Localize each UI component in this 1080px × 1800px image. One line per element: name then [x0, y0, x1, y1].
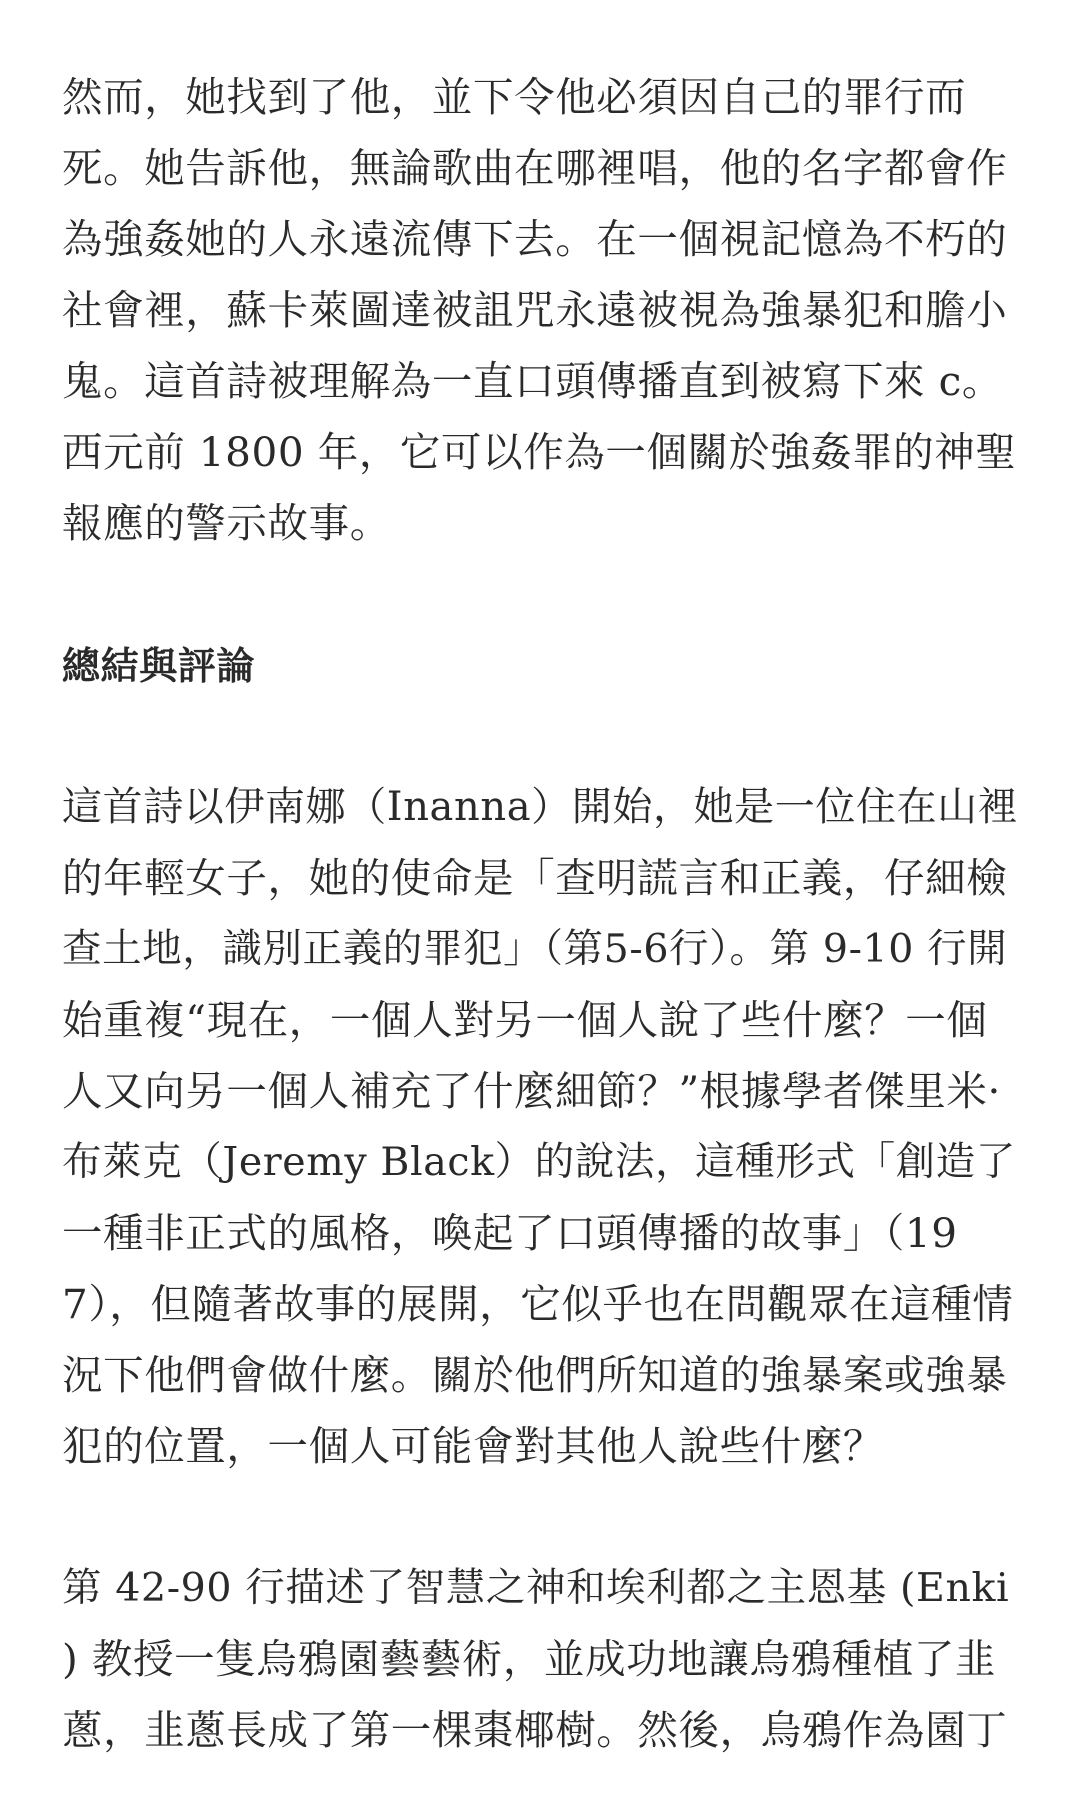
text-line: 鬼。這首詩被理解為一直口頭傳播直到被寫下來 c。 [62, 357, 1003, 405]
text-line: 況下他們會做什麼。關於他們所知道的強暴案或強暴 [62, 1351, 1008, 1399]
section-heading: 總結與評論 [62, 643, 256, 688]
text-line: 布萊克（Jeremy Black）的說法，這種形式「創造了 [62, 1139, 1016, 1185]
text-line: 西元前 1800 年，它可以作為一個關於強姦罪的神聖 [62, 428, 1017, 476]
text-line: 這首詩以伊南娜（Inanna）開始，她是一位住在山裡 [62, 784, 1019, 830]
paragraph-spacer [62, 559, 1032, 630]
paragraph-spacer [62, 701, 1032, 772]
paragraph-punishment [62, 62, 1032, 559]
text-line: 第 42-90 行描述了智慧之神和埃利都之主恩基 (Enki [62, 1565, 1010, 1611]
text-line: 人又向另一個人補充了什麼細節？”根據學者傑里米· [62, 1067, 1001, 1115]
text-line: 社會裡，蘇卡萊圖達被詛咒永遠被視為強暴犯和膽小 [62, 286, 1008, 334]
text-line: 死。她告訴他，無論歌曲在哪裡唱，他的名字都會作 [62, 144, 1008, 192]
text-line: 蔥，韭蔥長成了第一棵棗椰樹。然後，烏鴉作為園丁 [62, 1706, 1008, 1754]
text-line: 一種非正式的風格，喚起了口頭傳播的故事」（19 [62, 1209, 958, 1257]
text-line: 然而，她找到了他，並下令他必須因自己的罪行而 [62, 73, 967, 121]
text-line: 為強姦她的人永遠流傳下去。在一個視記憶為不朽的 [62, 215, 1008, 263]
paragraph-summary [62, 772, 1032, 1482]
text-line: 報應的警示故事。 [62, 499, 391, 547]
text-line: 查土地，識別正義的罪犯」（第5-6行）。第 9-10 行開 [62, 926, 1008, 972]
text-line: ) 教授一隻烏鴉園藝藝術，並成功地讓烏鴉種植了韭 [62, 1635, 997, 1683]
text-line: 犯的位置，一個人可能會對其他人說些什麼？ [62, 1422, 884, 1470]
text-line: 7），但隨著故事的展開，它似乎也在問觀眾在這種情 [62, 1280, 1014, 1328]
text-line: 的年輕女子，她的使命是「查明謊言和正義，仔細檢 [62, 854, 1008, 902]
text-line: 始重複“現在，一個人對另一個人說了些什麼？一個 [62, 996, 988, 1044]
article-body [62, 62, 1032, 1766]
paragraph-spacer [62, 1482, 1032, 1553]
paragraph-enki [62, 1553, 1032, 1766]
